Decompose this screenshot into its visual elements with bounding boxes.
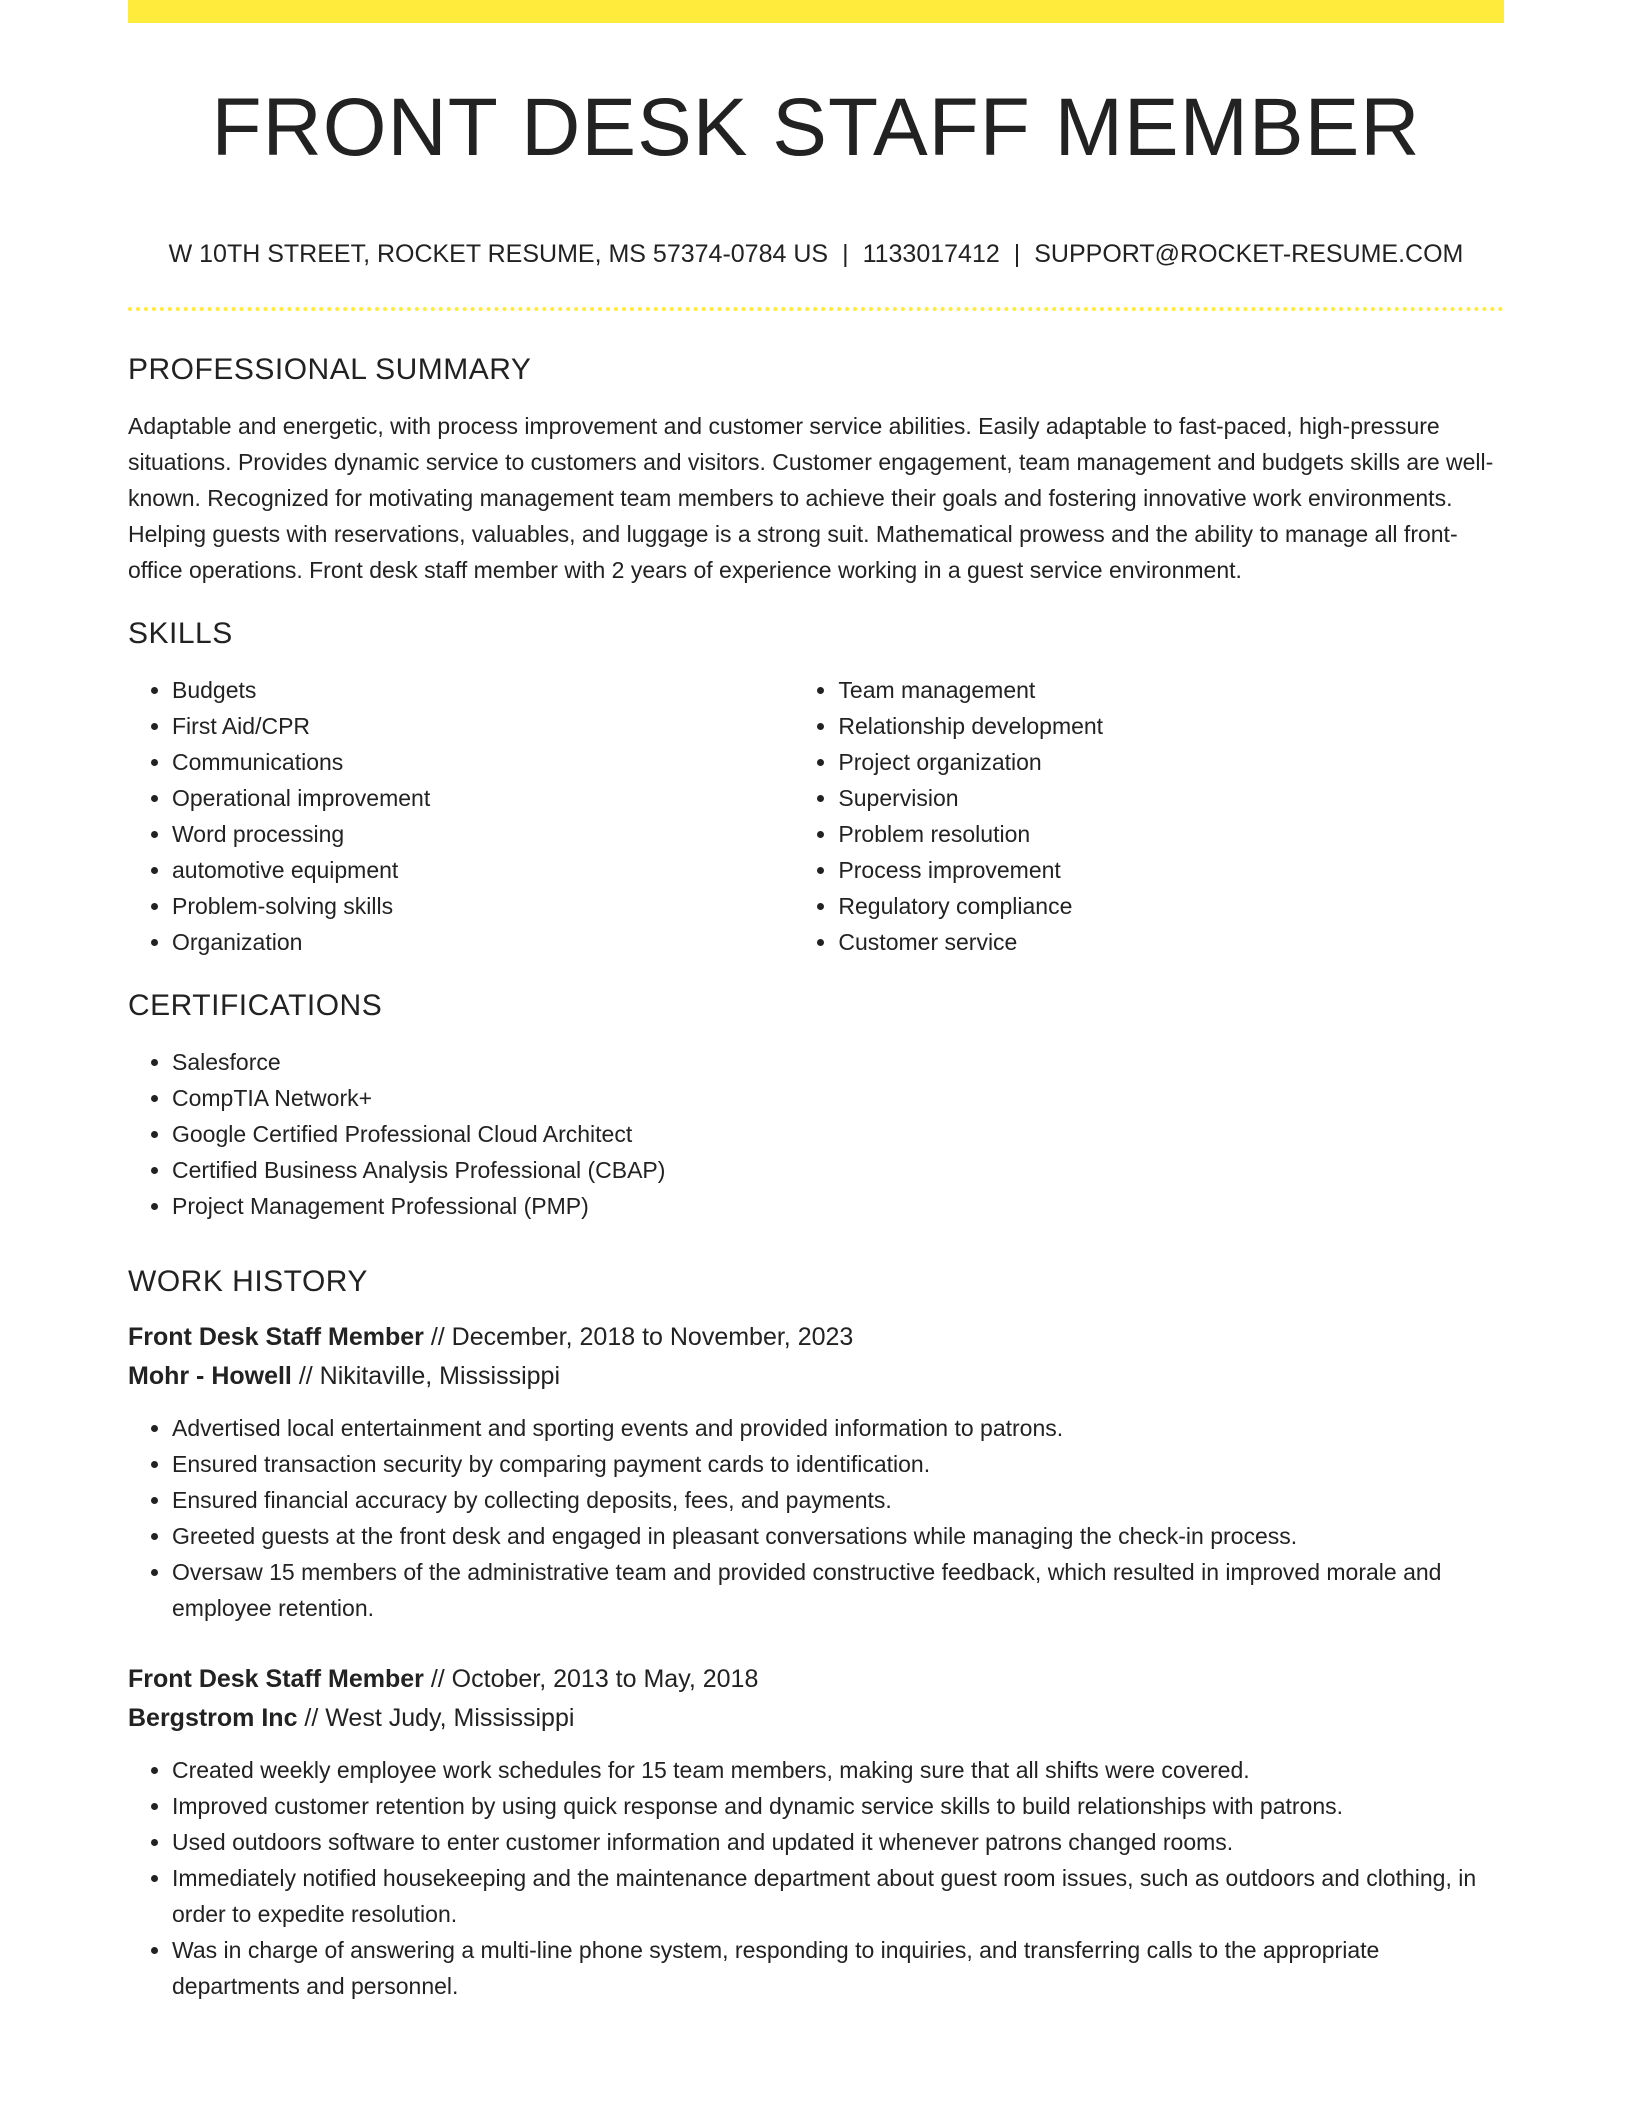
job-company: Bergstrom Inc <box>128 1704 298 1732</box>
job-company: Mohr - Howell <box>128 1362 292 1390</box>
job-title: Front Desk Staff Member <box>128 1665 424 1693</box>
skill-item: • Customer service <box>838 924 1504 960</box>
skill-item: • Problem resolution <box>838 816 1504 852</box>
job-bullet: • Oversaw 15 members of the administrative team and provided constructive feedback, which resulted in improved morale and employee retention. <box>172 1554 1504 1626</box>
skill-item: • Team management <box>838 672 1504 708</box>
job-bullet: • Was in charge of answering a multi-line phone system, responding to inquiries, and transferring calls to the appropriate departments and personnel. <box>172 1932 1504 2004</box>
dotted-divider <box>128 307 1504 311</box>
certifications-section <box>128 986 1504 1224</box>
accent-bar <box>128 0 1504 23</box>
skill-item: • automotive equipment <box>172 852 794 888</box>
skills-list-left <box>128 672 794 960</box>
certification-item: • Google Certified Professional Cloud Architect <box>172 1116 1504 1152</box>
job-title-line <box>128 1660 1504 1699</box>
job-title-line <box>128 1318 1504 1357</box>
certifications-list <box>128 1044 1504 1224</box>
skills-list-right <box>794 672 1504 960</box>
contact-line <box>128 236 1504 272</box>
email: SUPPORT@ROCKET-RESUME.COM <box>1034 240 1464 268</box>
job-entry <box>128 1318 1504 1626</box>
job-entry <box>128 1660 1504 2004</box>
summary-text: Adaptable and energetic, with process improvement and customer service abilities. Easily adaptable to fast-paced, high-pressure situations. Provides dynamic service to customers and visitors. Customer engagement, team management and budgets skills are well-known. Recognized for motivating management team members to achieve their goals and fostering innovative work environments. Helping guests with reservations, valuables, and luggage is a strong suit. Mathematical prowess and the ability to manage all front-office operations. Front desk staff member with 2 years of experience working in a guest service environment. <box>128 413 1494 583</box>
job-dates: // October, 2013 to May, 2018 <box>423 1665 759 1693</box>
job-location: // Nikitaville, Mississippi <box>291 1362 560 1390</box>
resume-name: FRONT DESK STAFF MEMBER <box>211 82 1421 173</box>
skill-item: • Process improvement <box>838 852 1504 888</box>
job-bullet: • Immediately notified housekeeping and the maintenance department about guest room issues, such as outdoors and clothing, in order to expedite resolution. <box>172 1860 1504 1932</box>
address: W 10TH STREET, ROCKET RESUME, MS 57374-0784 US <box>168 240 829 268</box>
skill-item: • Word processing <box>172 816 794 852</box>
skill-item: • First Aid/CPR <box>172 708 794 744</box>
summary-heading: PROFESSIONAL SUMMARY <box>128 353 532 386</box>
certification-item: • Salesforce <box>172 1044 1504 1080</box>
job-bullet: • Ensured transaction security by comparing payment cards to identification. <box>172 1446 1504 1482</box>
separator: | <box>842 240 849 268</box>
job-bullet: • Greeted guests at the front desk and engaged in pleasant conversations while managing the check-in process. <box>172 1518 1504 1554</box>
skill-item: • Organization <box>172 924 794 960</box>
job-bullet: • Improved customer retention by using quick response and dynamic service skills to build relationships with patrons. <box>172 1788 1504 1824</box>
skill-item: • Project organization <box>838 744 1504 780</box>
certification-item: • CompTIA Network+ <box>172 1080 1504 1116</box>
skill-item: • Relationship development <box>838 708 1504 744</box>
separator: | <box>1013 240 1021 268</box>
job-company-line <box>128 1357 1504 1396</box>
job-dates: // December, 2018 to November, 2023 <box>423 1323 854 1351</box>
resume-body <box>128 350 1504 2004</box>
skill-item: • Problem-solving skills <box>172 888 794 924</box>
skills-columns <box>128 672 1504 960</box>
skill-item: • Supervision <box>838 780 1504 816</box>
job-title: Front Desk Staff Member <box>128 1323 424 1351</box>
job-bullet: • Ensured financial accuracy by collecting deposits, fees, and payments. <box>172 1482 1504 1518</box>
job-location: // West Judy, Mississippi <box>297 1704 575 1732</box>
skills-section <box>128 614 1504 960</box>
skills-heading: SKILLS <box>128 617 233 650</box>
skill-item: • Operational improvement <box>172 780 794 816</box>
certifications-heading: CERTIFICATIONS <box>128 989 383 1022</box>
certification-item: • Project Management Professional (PMP) <box>172 1188 1504 1224</box>
job-bullets <box>128 1410 1504 1626</box>
phone: 1133017412 <box>862 240 1000 268</box>
certification-item: • Certified Business Analysis Professional (CBAP) <box>172 1152 1504 1188</box>
skill-item: • Budgets <box>172 672 794 708</box>
skill-item: • Communications <box>172 744 794 780</box>
job-bullet: • Used outdoors software to enter customer information and updated it whenever patrons changed rooms. <box>172 1824 1504 1860</box>
job-bullets <box>128 1752 1504 2004</box>
work-history-heading: WORK HISTORY <box>128 1265 368 1298</box>
work-history-section <box>128 1262 1504 2004</box>
job-company-line <box>128 1699 1504 1738</box>
skill-item: • Regulatory compliance <box>838 888 1504 924</box>
summary-section <box>128 350 1504 588</box>
job-bullet: • Advertised local entertainment and sporting events and provided information to patrons. <box>172 1410 1504 1446</box>
job-bullet: • Created weekly employee work schedules for 15 team members, making sure that all shifts were covered. <box>172 1752 1504 1788</box>
